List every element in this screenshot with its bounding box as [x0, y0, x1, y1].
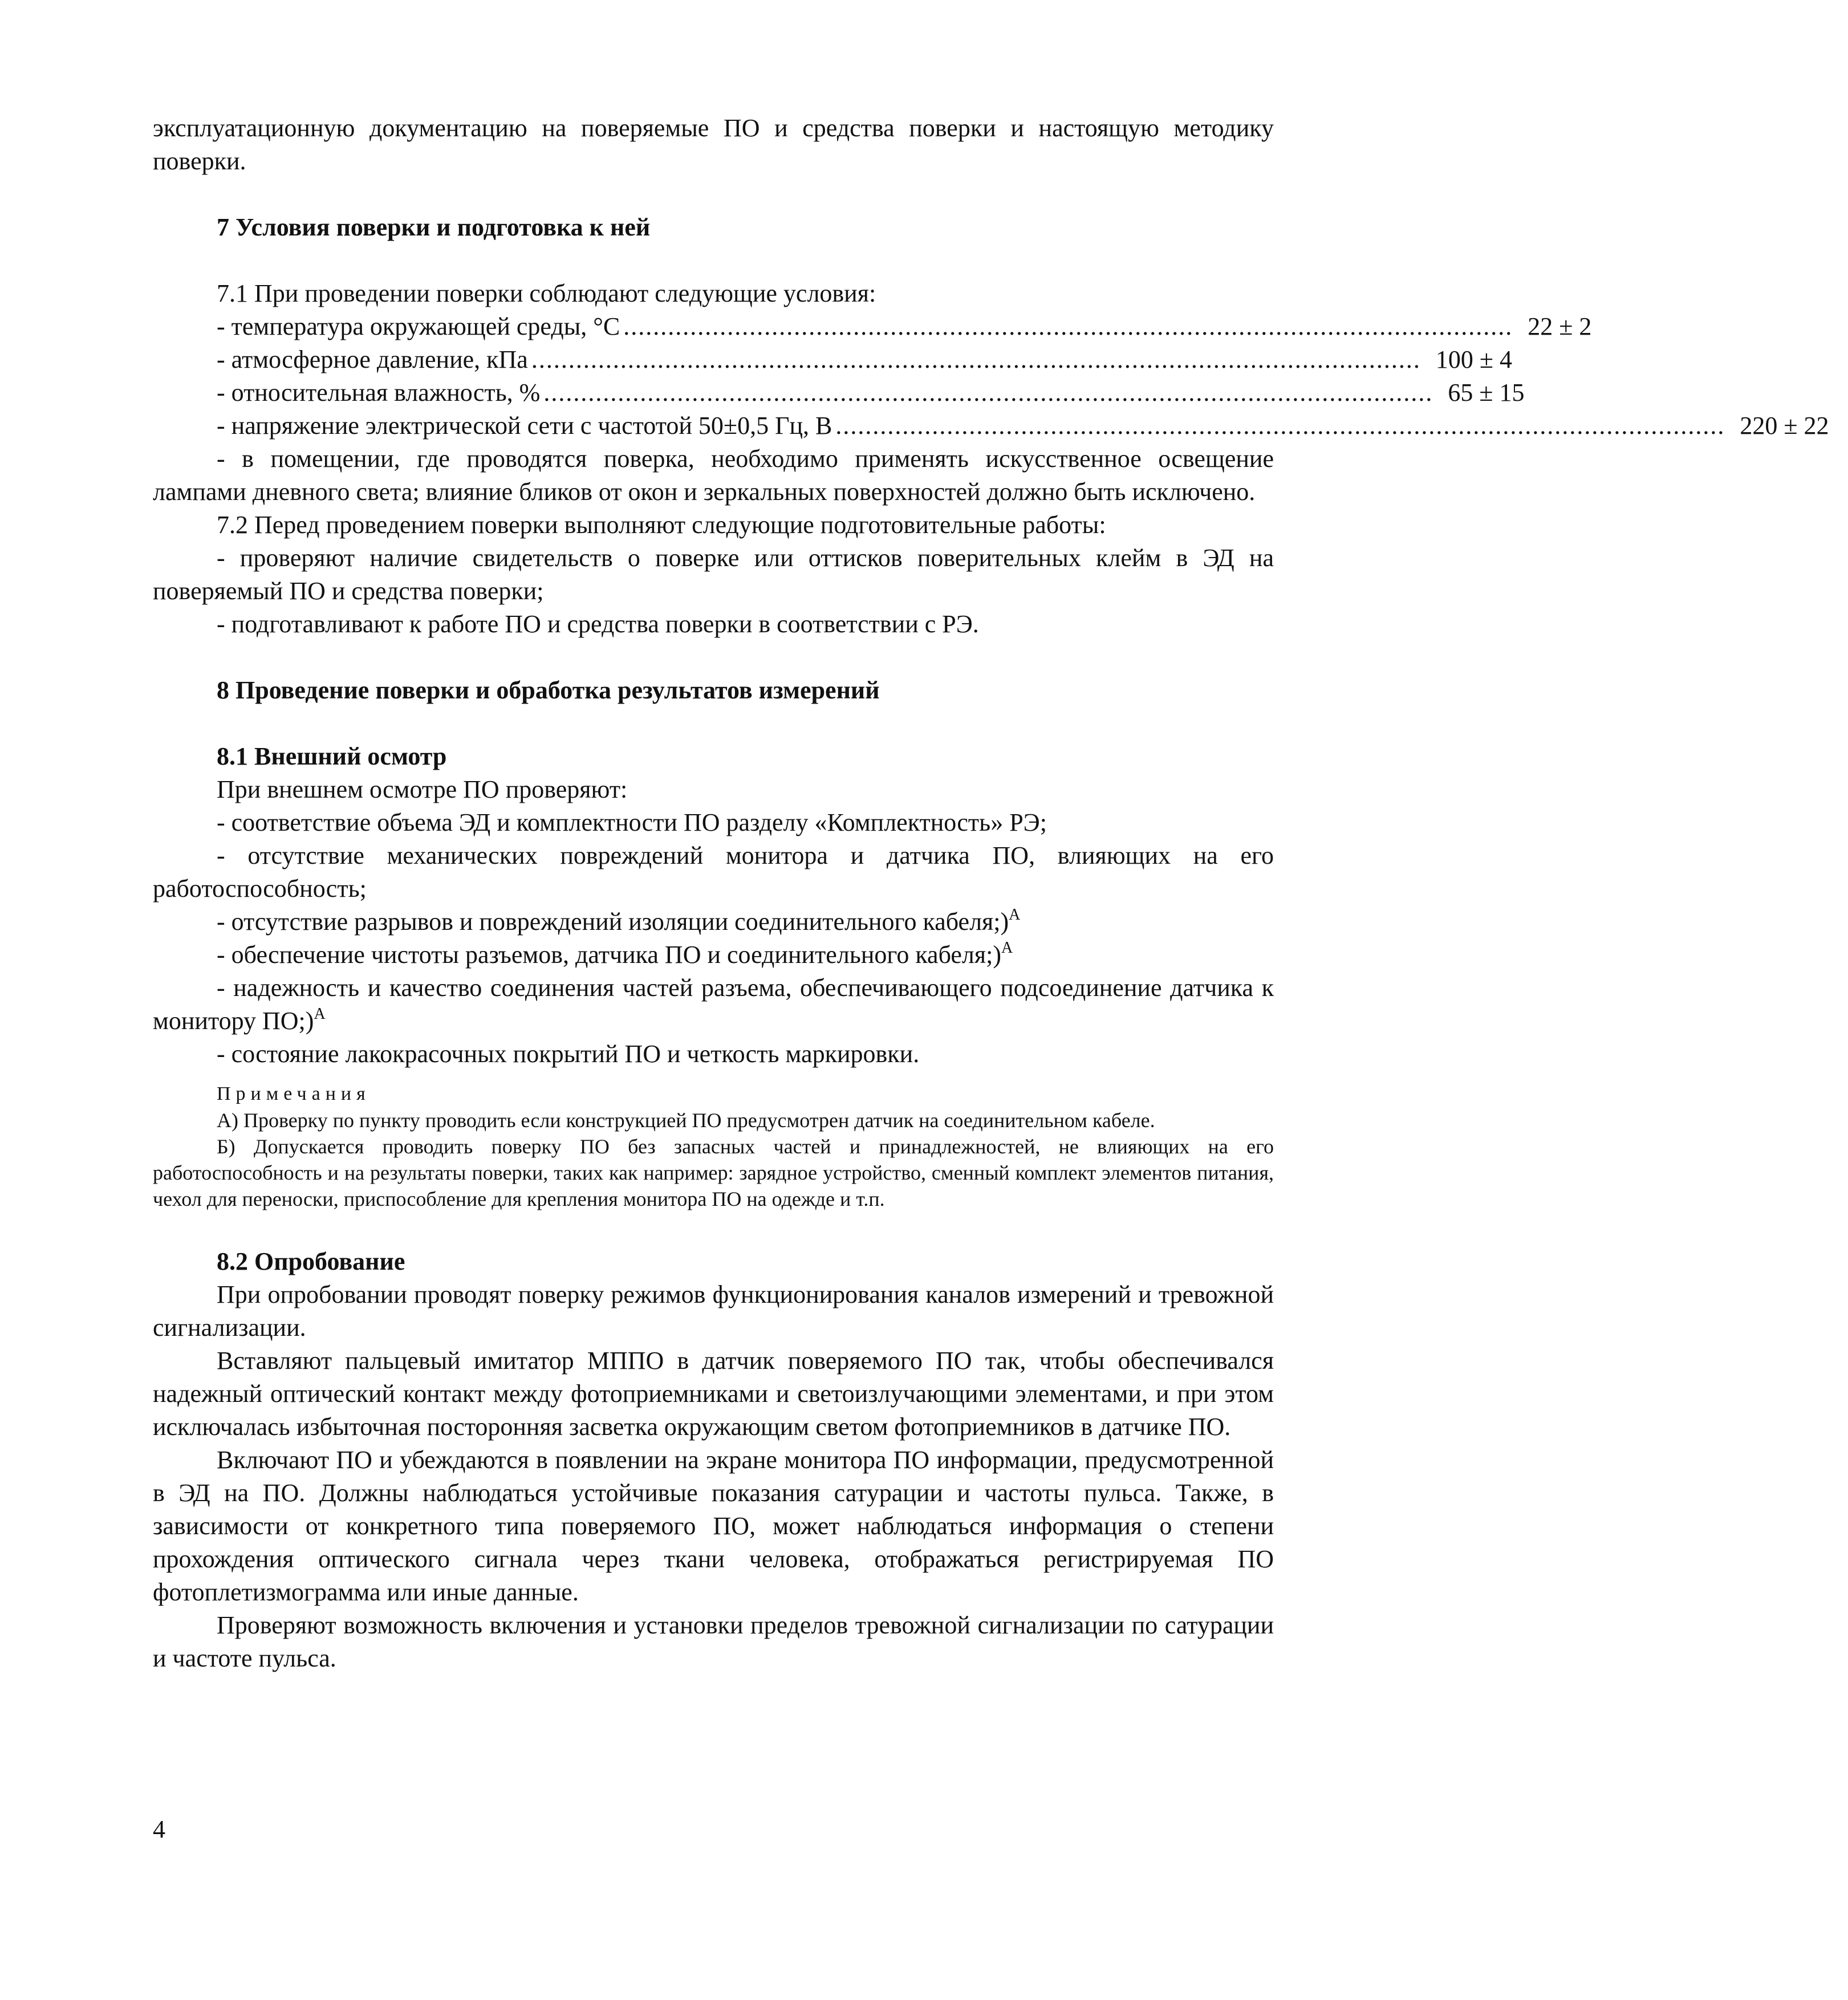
inspection-item: - состояние лакокрасочных покрытий ПО и четкость маркировки.: [217, 1040, 920, 1068]
testing-paragraph: При опробовании проводят поверку режимов функционирования каналов измерений и тревожной сигнализации.: [153, 1281, 1274, 1342]
condition-label: - напряжение электрической сети с частотой 50±0,5 Гц, В: [217, 412, 832, 440]
clause-8-1-intro: При внешнем осмотре ПО проверяют:: [217, 775, 628, 803]
inspection-item-text: - надежность и качество соединения частей разъема, обеспечивающего подсоединение датчика к монитору ПО;): [153, 974, 1274, 1035]
section-8-heading: 8 Проведение поверки и обработка результатов измерений: [217, 676, 880, 704]
leader-dots: ........................................................................................................................: [835, 412, 1725, 440]
note-a: А) Проверку по пункту проводить если конструкцией ПО предусмотрен датчик на соединительном кабеле.: [217, 1109, 1155, 1132]
condition-temperature: [153, 310, 1592, 343]
leader-dots: ........................................................................................................................: [623, 312, 1513, 340]
inspection-item-connection: [153, 971, 1274, 1038]
lighting-condition: - в помещении, где проводятся поверка, необходимо применять искусственное освещение лампами дневного света; влияние бликов от окон и зеркальных поверхностей должно быть исключено.: [153, 445, 1274, 506]
leader-dots: ........................................................................................................................: [531, 345, 1421, 373]
condition-value: 100 ± 4: [1435, 345, 1512, 373]
clause-7-2-item: - подготавливают к работе ПО и средства поверки в соответствии с РЭ.: [217, 610, 979, 638]
note-marker: А: [1001, 939, 1013, 957]
page-number: 4: [153, 1815, 165, 1843]
note-marker: А: [314, 1005, 326, 1023]
page-content: [153, 112, 1829, 1675]
note-b: Б) Допускается проводить поверку ПО без запасных частей и принадлежностей, не влияющих на его работоспособность и на результаты поверки, таких как например: зарядное устройство, сменный комплект элементов питания, чехол для переноски, приспособление для крепления монитора ПО на одежде и т.п.: [153, 1135, 1274, 1210]
clause-7-2-item: - проверяют наличие свидетельств о поверке или оттисков поверительных клейм в ЭД на поверяемый ПО и средства поверки;: [153, 544, 1274, 605]
testing-paragraph: Проверяют возможность включения и установки пределов тревожной сигнализации по сатурации и частоте пульса.: [153, 1611, 1274, 1672]
note-marker: А: [1009, 906, 1021, 924]
condition-humidity: [153, 376, 1525, 409]
clause-8-2-heading: 8.2 Опробование: [217, 1247, 405, 1275]
testing-paragraph: Включают ПО и убеждаются в появлении на экране монитора ПО информации, предусмотренной в ЭД на ПО. Должны наблюдаться устойчивые показания сатурации и частоты пульса. Также, в зависимости от конкретного типа поверяемого ПО, может наблюдаться информация о степени прохождения оптического сигнала через ткани человека, отображаться регистрируемая ПО фотоплетизмограмма или иные данные.: [153, 1446, 1274, 1606]
intro-tail-paragraph: эксплуатационную документацию на поверяемые ПО и средства поверки и настоящую методику поверки.: [153, 114, 1274, 175]
condition-label: - относительная влажность, %: [217, 379, 541, 406]
leader-dots: ........................................................................................................................: [543, 379, 1433, 406]
notes-title: Примечания: [217, 1083, 371, 1104]
testing-paragraph: Вставляют пальцевый имитатор МППО в датчик поверяемого ПО так, чтобы обеспечивался надежный оптический контакт между фотоприемниками и светоизлучающими элементами, и при этом исключалась избыточная посторонняя засветка окружающим светом фотоприемников в датчике ПО.: [153, 1347, 1274, 1441]
clause-8-1-heading: 8.1 Внешний осмотр: [217, 742, 447, 770]
condition-voltage: [153, 409, 1829, 442]
condition-value: 65 ± 15: [1448, 379, 1525, 406]
inspection-item-text: - отсутствие разрывов и повреждений изоляции соединительного кабеля;): [217, 908, 1009, 936]
condition-value: 220 ± 22: [1740, 412, 1829, 440]
clause-7-1-intro: 7.1 При проведении поверки соблюдают следующие условия:: [217, 279, 876, 307]
inspection-item-connectors: [153, 938, 1274, 971]
inspection-item-cable-insulation: [153, 905, 1274, 938]
clause-7-2-intro: 7.2 Перед проведением поверки выполняют следующие подготовительные работы:: [217, 511, 1106, 539]
condition-value: 22 ± 2: [1528, 312, 1592, 340]
condition-label: - атмосферное давление, кПа: [217, 345, 528, 373]
condition-label: - температура окружающей среды, °С: [217, 312, 620, 340]
inspection-item-text: - обеспечение чистоты разъемов, датчика ПО и соединительного кабеля;): [217, 941, 1001, 969]
inspection-item: - отсутствие механических повреждений монитора и датчика ПО, влияющих на его работоспособность;: [153, 842, 1274, 903]
condition-pressure: [153, 343, 1512, 376]
section-7-heading: 7 Условия поверки и подготовка к ней: [217, 213, 651, 241]
inspection-item: - соответствие объема ЭД и комплектности ПО разделу «Комплектность» РЭ;: [217, 808, 1047, 836]
